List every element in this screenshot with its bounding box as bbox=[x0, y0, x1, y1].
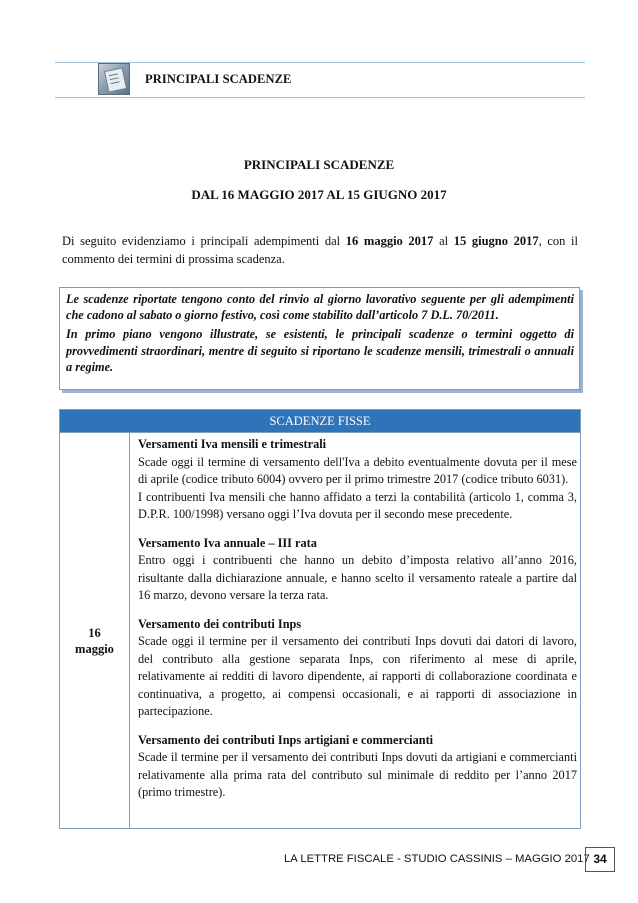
section-body: Scade oggi il termine per il versamento dei contributi Inps dovuti dai datori di lavoro, del contributo alla gestione separata Inps, con riferimento al mese di aprile, relativamente ai redditi di lavoro dipendente, ai rapporti di collaborazione coordinata e continuativa, a progetto, ai compensi occasionali, e ai rapporti di associazione in partecipazione. bbox=[138, 634, 577, 718]
deadlines-table bbox=[59, 409, 581, 829]
deadline-section bbox=[138, 535, 577, 605]
note-box bbox=[59, 287, 580, 390]
section-body: Scade il termine per il versamento dei contributi Inps dovuti da artigiani e commercianti relativamente alla prima rata del contributo sul minimale di reddito per l’anno 2017 (primo trimestre). bbox=[138, 750, 577, 799]
deadline-section bbox=[138, 616, 577, 721]
section-body: Entro oggi i contribuenti che hanno un debito d’imposta relativo all’anno 2016, risultante dalla dichiarazione annuale, e hanno scelto il versamento rateale a partire dal 16 marzo, devono versare la terza rata. bbox=[138, 553, 577, 602]
document-title: PRINCIPALI SCADENZE bbox=[243, 157, 395, 172]
calendar-document-icon bbox=[98, 63, 130, 95]
table-header: SCADENZE FISSE bbox=[60, 410, 580, 433]
section-body-2: I contribuenti Iva mensili che hanno affidato a terzi la contabilità (articolo 1, comma 3, D.P.R. 100/1998) versano oggi l’Iva dovuta per il secondo mese precedente. bbox=[138, 489, 577, 521]
intro-text-2: al bbox=[433, 234, 454, 248]
deadline-date bbox=[60, 625, 129, 657]
page-number: 34 bbox=[585, 847, 615, 872]
note-paragraph-2: In primo piano vengono illustrate, se esistenti, le principali scadenze o termini oggetto di provvedimenti straordinari, mentre di seguito si riportano le scadenze mensili, trimestrali o annuali a regime. bbox=[66, 327, 574, 374]
date-day: 16 bbox=[88, 626, 101, 640]
intro-date-from: 16 maggio 2017 bbox=[345, 234, 434, 248]
section-title: Versamento dei contributi Inps artigiani e commercianti bbox=[138, 732, 434, 747]
deadlines-content bbox=[138, 436, 577, 802]
header-section-title: PRINCIPALI SCADENZE bbox=[145, 72, 292, 86]
intro-date-to: 15 giugno 2017 bbox=[453, 234, 539, 248]
deadline-section bbox=[138, 732, 577, 802]
date-month: maggio bbox=[75, 642, 114, 656]
intro-paragraph bbox=[62, 232, 578, 268]
section-title: Versamento Iva annuale – III rata bbox=[138, 535, 317, 550]
intro-text-3: , con il commento dei termini di prossima scadenza. bbox=[62, 234, 578, 266]
deadline-section bbox=[138, 436, 577, 524]
date-column bbox=[60, 433, 130, 828]
header-rule-top bbox=[55, 62, 585, 63]
footer-text: LA LETTRE FISCALE - STUDIO CASSINIS – MAGGIO 2017 bbox=[284, 853, 590, 865]
section-body: Scade oggi il termine di versamento dell'Iva a debito eventualmente dovuta per il mese di aprile (codice tributo 6004) ovvero per il primo trimestre 2017 (codice tributo 6031). bbox=[138, 454, 577, 486]
note-paragraph-1: Le scadenze riportate tengono conto del rinvio al giorno lavorativo seguente per gli adempimenti che cadono al sabato o giorno festivo, così come stabilito dall’articolo 7 D.L. 70/2011. bbox=[66, 292, 574, 323]
section-title: Versamenti Iva mensili e trimestrali bbox=[138, 437, 327, 451]
header-rule-bottom bbox=[55, 97, 585, 98]
intro-text-1: Di seguito evidenziamo i principali adempimenti dal bbox=[62, 234, 346, 248]
document-subtitle: DAL 16 MAGGIO 2017 AL 15 GIUGNO 2017 bbox=[191, 187, 447, 202]
section-title: Versamento dei contributi Inps bbox=[138, 616, 302, 631]
